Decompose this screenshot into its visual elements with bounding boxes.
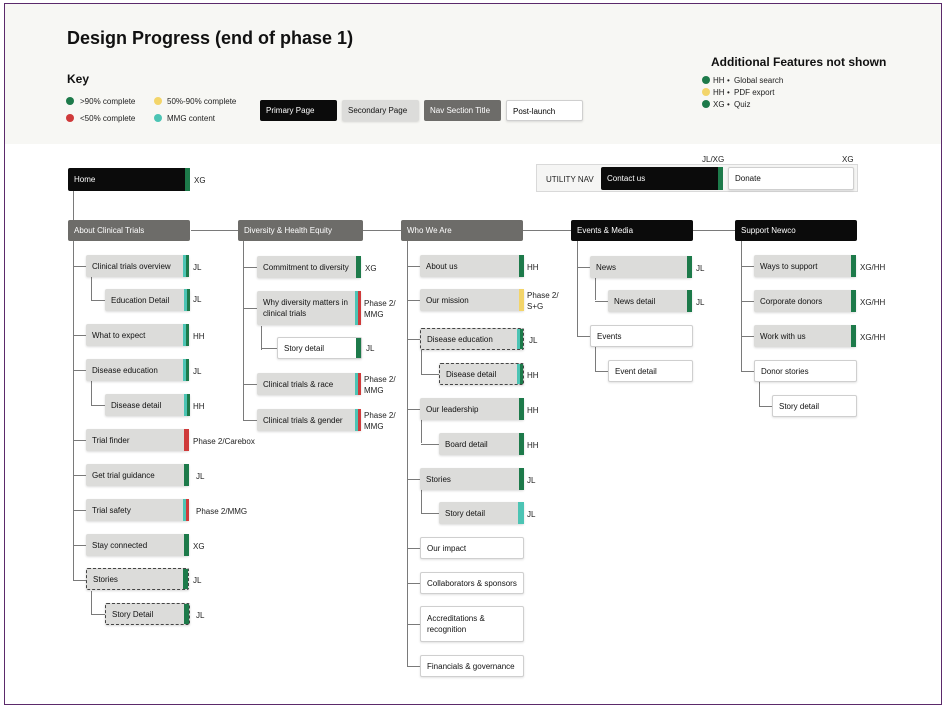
page-education-detail[interactable]: [105, 289, 190, 311]
page-board-detail[interactable]: [439, 433, 524, 455]
legend-primary-page: Primary Page: [260, 100, 337, 121]
node-label: Trial safety: [92, 505, 131, 515]
node-label: Events: [597, 331, 622, 341]
page-events[interactable]: [590, 325, 693, 347]
progress-bar: [184, 534, 189, 556]
node-label: Clinical trials overview: [92, 261, 171, 271]
owner-label: HH: [527, 263, 539, 272]
progress-bar: [356, 256, 361, 278]
owner-label: XG/HH: [860, 263, 886, 272]
page-who-stories[interactable]: [420, 468, 524, 490]
page-work-with-us[interactable]: [754, 325, 856, 347]
progress-bar: [851, 255, 856, 277]
yellow-dot-icon: [702, 88, 710, 96]
node-label: Story detail: [445, 508, 486, 518]
node-label: Story detail: [779, 401, 820, 411]
connector-line: [73, 510, 86, 511]
connector-line: [73, 580, 86, 581]
feature-owner: HH: [713, 88, 725, 97]
connector-line: [759, 381, 760, 407]
node-label: Donor stories: [761, 366, 809, 376]
page-who-disease-education[interactable]: [420, 328, 524, 350]
page-our-leadership[interactable]: [420, 398, 524, 420]
feature-label: PDF export: [734, 88, 775, 97]
page-ways-to-support[interactable]: [754, 255, 856, 277]
node-label: Accreditations & recognition: [427, 614, 485, 634]
owner-label: Phase 2/MMG: [196, 507, 248, 516]
owner-label: HH: [527, 441, 539, 450]
key-label: 50%-90% complete: [167, 97, 237, 106]
progress-bar: [355, 291, 361, 325]
owner-label: HH: [193, 402, 205, 411]
owner-label: JL: [696, 264, 705, 273]
connector-line: [407, 479, 420, 480]
legend-secondary-page: Secondary Page: [342, 100, 419, 121]
connector-line: [407, 666, 420, 667]
page-commitment-to-diversity[interactable]: [257, 256, 361, 278]
connector-line: [73, 335, 86, 336]
node-label: Stories: [93, 574, 118, 584]
page-support-story-detail[interactable]: [772, 395, 857, 417]
node-label: Event detail: [615, 366, 657, 376]
owner-label: JL: [527, 476, 536, 485]
section-about-clinical-trials[interactable]: About Clinical Trials: [68, 220, 190, 241]
owner-label: HH: [527, 371, 539, 380]
progress-bar: [687, 256, 692, 278]
progress-bar: [184, 429, 189, 451]
node-label: Collaborators & sponsors: [427, 578, 517, 588]
page-who-story-detail[interactable]: [439, 502, 524, 524]
owner-label: JL: [529, 336, 538, 345]
page-clinical-trials-race[interactable]: [257, 373, 361, 395]
owner-label: JL: [196, 611, 205, 620]
connector-line: [407, 583, 420, 584]
node-label: Disease detail: [446, 369, 497, 379]
page-title: Design Progress (end of phase 1): [67, 28, 354, 48]
connector-line: [421, 513, 439, 514]
page-trial-finder[interactable]: [86, 429, 189, 451]
connector-line: [407, 409, 420, 410]
progress-bar: [183, 359, 189, 381]
page-diversity-story-detail[interactable]: [277, 337, 362, 359]
home-node[interactable]: [68, 168, 190, 191]
feature-label: Quiz: [734, 100, 751, 109]
page-our-mission[interactable]: [420, 289, 524, 311]
progress-bar: [184, 604, 189, 624]
connector-line: [91, 405, 105, 406]
progress-bar: [718, 167, 723, 190]
owner-label: HH: [527, 406, 539, 415]
node-label: Stories: [426, 474, 451, 484]
node-label: About us: [426, 261, 458, 271]
page-clinical-trials-gender[interactable]: [257, 409, 361, 431]
node-label: Disease education: [92, 365, 158, 375]
page-clinical-trials-overview[interactable]: [86, 255, 189, 277]
node-label: Why diversity matters in clinical trials: [263, 298, 348, 318]
progress-bar: [185, 168, 190, 191]
key-label: <50% complete: [80, 114, 136, 123]
connector-line: [577, 241, 578, 337]
owner-label: Phase 2/ MMG: [364, 375, 396, 395]
header-panel: [5, 4, 941, 144]
key-label: MMG content: [167, 114, 216, 123]
connector-line: [741, 371, 754, 372]
connector-line: [595, 301, 608, 302]
owner-label: JL: [696, 298, 705, 307]
progress-bar: [183, 569, 188, 589]
owner-label: XG: [194, 176, 206, 185]
owner-label: JL: [193, 295, 202, 304]
feature-label: Global search: [734, 76, 784, 85]
connector-line: [595, 276, 596, 300]
page-news-detail[interactable]: [608, 290, 692, 312]
node-label: Financials & governance: [427, 661, 515, 671]
connector-line: [759, 406, 772, 407]
legend-nav-section: Nav Section Title: [424, 100, 501, 121]
connector-line: [73, 545, 86, 546]
connector-line: [91, 300, 105, 301]
bullet-icon: •: [727, 100, 730, 109]
node-label: Story Detail: [112, 609, 154, 619]
page-story-detail[interactable]: [105, 603, 190, 625]
node-label: Story detail: [284, 343, 325, 353]
progress-bar: [519, 398, 524, 420]
connector-line: [73, 266, 86, 267]
connector-line: [407, 624, 420, 625]
sitemap-frame: [4, 3, 942, 705]
owner-label: Phase 2/ MMG: [364, 411, 396, 431]
connector-line: [595, 371, 608, 372]
connector-line: [741, 241, 742, 371]
node-label: Disease education: [427, 334, 493, 344]
yellow-dot-icon: [154, 97, 162, 105]
connector-line: [91, 614, 105, 615]
feature-owner: HH: [713, 76, 725, 85]
section-who-we-are[interactable]: Who We Are: [401, 220, 523, 241]
connector-line: [73, 475, 86, 476]
page-who-disease-detail[interactable]: [439, 363, 524, 385]
connector-line: [407, 241, 408, 667]
section-events-media[interactable]: Events & Media: [571, 220, 693, 241]
connector-line: [73, 241, 74, 581]
page-news[interactable]: [590, 256, 692, 278]
connector-line: [421, 444, 439, 445]
teal-dot-icon: [154, 114, 162, 122]
node-label: What to expect: [92, 330, 146, 340]
node-label: Trial finder: [92, 435, 130, 445]
page-accreditations[interactable]: [420, 606, 524, 642]
connector-line: [73, 370, 86, 371]
connector-line: [243, 308, 257, 309]
progress-bar: [183, 499, 189, 521]
node-label: Our impact: [427, 543, 467, 553]
owner-label: JL: [193, 576, 202, 585]
progress-bar: [517, 364, 523, 384]
donate-node[interactable]: [728, 167, 854, 190]
owner-label: JL: [193, 367, 202, 376]
connector-line: [595, 345, 596, 371]
page-donor-stories[interactable]: [754, 360, 857, 382]
node-label: News detail: [614, 296, 656, 306]
additional-features-title: Additional Features not shown: [711, 55, 887, 69]
progress-bar: [184, 394, 190, 416]
connector-line: [261, 326, 262, 350]
node-label: News: [596, 262, 617, 272]
owner-label: XG/HH: [860, 333, 886, 342]
owner-label: XG/HH: [860, 298, 886, 307]
connector-line: [243, 241, 244, 421]
owner-label: Phase 2/ MMG: [364, 299, 396, 319]
connector-line: [421, 489, 422, 513]
page-event-detail[interactable]: [608, 360, 693, 382]
owner-label: HH: [193, 332, 205, 341]
green-dot-icon: [702, 76, 710, 84]
red-dot-icon: [66, 114, 74, 122]
connector-line: [407, 266, 420, 267]
owner-label: JL: [193, 263, 202, 272]
connector-line: [421, 374, 439, 375]
utility-nav-label: UTILITY NAV: [546, 175, 594, 184]
connector-line: [243, 267, 257, 268]
connector-line: [407, 300, 420, 301]
node-label: Corporate donors: [760, 296, 823, 306]
bullet-icon: •: [727, 88, 730, 97]
page-stay-connected[interactable]: [86, 534, 189, 556]
page-what-to-expect[interactable]: [86, 324, 189, 346]
key-title: Key: [67, 72, 90, 86]
owner-label: JL: [366, 344, 375, 353]
section-diversity[interactable]: Diversity & Health Equity: [238, 220, 363, 241]
progress-bar: [517, 329, 523, 349]
node-label: Our leadership: [426, 404, 479, 414]
progress-bar: [519, 433, 524, 455]
node-label: Work with us: [760, 331, 806, 341]
page-why-diversity-matters[interactable]: [257, 291, 361, 325]
key-label: >90% complete: [80, 97, 136, 106]
connector-line: [73, 190, 74, 220]
connector-line: [421, 419, 422, 443]
connector-line: [741, 301, 754, 302]
bullet-icon: •: [727, 76, 730, 85]
page-disease-detail[interactable]: [105, 394, 190, 416]
page-collaborators-sponsors[interactable]: [420, 572, 524, 594]
page-get-trial-guidance[interactable]: [86, 464, 189, 486]
node-label: Donate: [735, 174, 761, 183]
connector-line: [91, 381, 92, 405]
progress-bar: [355, 409, 361, 431]
owner-label: XG: [842, 155, 854, 164]
progress-bar: [356, 338, 361, 358]
section-support[interactable]: Support Newco: [735, 220, 857, 241]
node-label: Clinical trials & gender: [263, 415, 343, 425]
node-label: Stay connected: [92, 540, 148, 550]
progress-bar: [519, 255, 524, 277]
progress-bar: [355, 373, 361, 395]
page-trial-safety[interactable]: [86, 499, 189, 521]
owner-label: Phase 2/ S+G: [527, 291, 559, 311]
progress-bar: [687, 290, 692, 312]
page-disease-education[interactable]: [86, 359, 189, 381]
contact-us-node[interactable]: [601, 167, 723, 190]
page-corporate-donors[interactable]: [754, 290, 856, 312]
node-label: Education Detail: [111, 295, 170, 305]
connector-line: [91, 276, 92, 300]
node-label: Ways to support: [760, 261, 818, 271]
progress-bar: [518, 502, 524, 524]
node-label: Get trial guidance: [92, 470, 155, 480]
owner-label: XG: [193, 542, 205, 551]
connector-line: [421, 349, 422, 374]
node-label: Clinical trials & race: [263, 379, 334, 389]
node-label: Home: [74, 175, 96, 184]
progress-bar: [183, 324, 189, 346]
connector-line: [261, 348, 277, 349]
connector-line: [741, 266, 754, 267]
connector-line: [741, 336, 754, 337]
connector-line: [577, 267, 590, 268]
connector-line: [91, 591, 92, 615]
owner-label: Phase 2/Carebox: [193, 437, 255, 446]
green-dot-icon: [702, 100, 710, 108]
page-stories[interactable]: [86, 568, 189, 590]
progress-bar: [184, 289, 190, 311]
connector-line: [407, 339, 420, 340]
node-label: Our mission: [426, 295, 469, 305]
progress-bar: [184, 464, 189, 486]
progress-bar: [851, 290, 856, 312]
green-dot-icon: [66, 97, 74, 105]
node-label: Disease detail: [111, 400, 162, 410]
connector-line: [243, 420, 257, 421]
progress-bar: [519, 289, 524, 311]
owner-label: XG: [365, 264, 377, 273]
page-financials-governance[interactable]: [420, 655, 524, 677]
connector-line: [73, 440, 86, 441]
feature-owner: XG: [713, 100, 725, 109]
owner-label: JL/XG: [702, 155, 725, 164]
owner-label: JL: [196, 472, 205, 481]
connector-line: [577, 336, 590, 337]
connector-line: [407, 548, 420, 549]
progress-bar: [519, 468, 524, 490]
progress-bar: [851, 325, 856, 347]
legend-post-launch: Post-launch: [506, 100, 583, 121]
progress-bar: [183, 255, 189, 277]
node-label: Contact us: [607, 174, 646, 183]
connector-line: [243, 384, 257, 385]
page-about-us[interactable]: [420, 255, 524, 277]
node-label: Commitment to diversity: [263, 262, 349, 272]
page-our-impact[interactable]: [420, 537, 524, 559]
node-label: Board detail: [445, 439, 488, 449]
owner-label: JL: [527, 510, 536, 519]
